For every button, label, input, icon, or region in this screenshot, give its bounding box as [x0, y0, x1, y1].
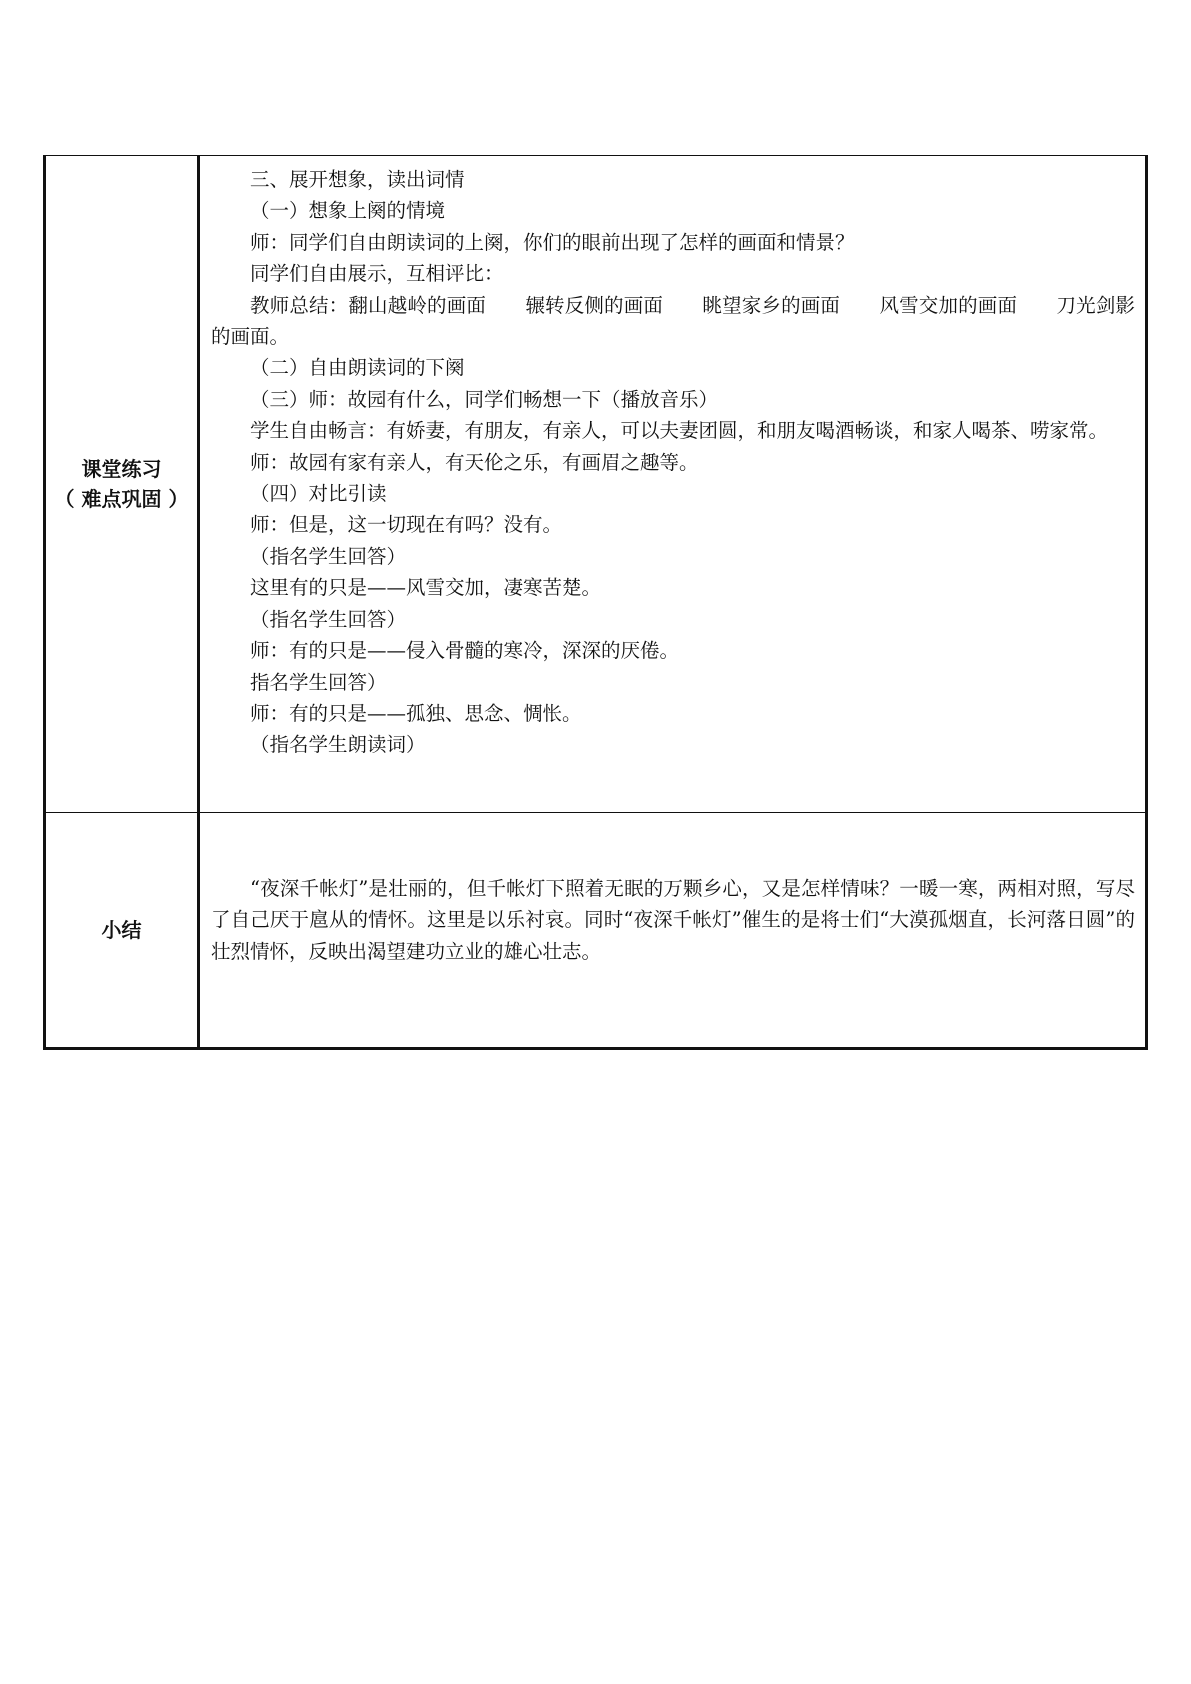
exercise-paragraph: 这里有的只是——风雪交加，凄寒苦楚。 [250, 576, 602, 600]
table-row-exercise [45, 156, 1147, 813]
table-row-summary [45, 813, 1147, 1049]
exercise-paragraph: 师：但是，这一切现在有吗？没有。 [250, 513, 563, 537]
row-label-exercise-line1: 课堂练习 [81, 457, 162, 481]
exercise-paragraph: 师：有的只是——侵入骨髓的寒冷，深深的厌倦。 [250, 639, 680, 663]
exercise-paragraph: 三、展开想象，读出词情 [250, 168, 465, 191]
exercise-text-block [200, 156, 1145, 761]
exercise-paragraph: （三）师：故园有什么，同学们畅想一下（播放音乐） [250, 387, 719, 411]
exercise-paragraph: （指名学生回答） [250, 607, 407, 631]
exercise-paragraph: （指名学生朗读词） [250, 733, 426, 757]
exercise-paragraph: 师：有的只是——孤独、思念、惆怅。 [250, 701, 582, 725]
row-label-summary [45, 813, 199, 1049]
exercise-paragraph: （四）对比引读 [250, 482, 387, 506]
exercise-paragraph: 学生自由畅言：有娇妻，有朋友，有亲人，可以夫妻团圆，和朋友喝酒畅谈，和家人喝茶、唠家常。 [250, 419, 1109, 443]
row-content-exercise [199, 156, 1147, 813]
exercise-paragraph: （指名学生回答） [250, 544, 407, 568]
row-label-exercise [45, 156, 199, 813]
row-content-summary [199, 813, 1147, 1049]
exercise-paragraph: 指名学生回答） [250, 670, 387, 694]
row-label-exercise-line2: （ 难点巩固 ） [54, 487, 189, 511]
exercise-paragraph: 教师总结：翻山越岭的画面 辗转反侧的画面 眺望家乡的画面 风雪交加的画面 刀光剑影的画面。 [211, 293, 1135, 349]
exercise-paragraph: （二）自由朗读词的下阕 [250, 356, 465, 380]
exercise-paragraph: 师：故园有家有亲人，有天伦之乐，有画眉之趣等。 [250, 450, 699, 474]
exercise-paragraph: 同学们自由展示，互相评比： [250, 262, 504, 286]
summary-paragraph: “夜深千帐灯”是壮丽的，但千帐灯下照着无眠的万颗乡心，又是怎样情味？一暖一寒，两相对照，写尽了自己厌于扈从的情怀。这里是以乐衬哀。同时“夜深千帐灯”催生的是将士们“大漠孤烟直，长河落日圆”的壮烈情怀，反映出渴望建功立业的雄心壮志。 [211, 877, 1135, 963]
exercise-paragraph: （一）想象上阕的情境 [250, 199, 446, 223]
lesson-plan-table [43, 155, 1148, 1050]
row-label-summary-text: 小结 [101, 918, 142, 942]
summary-text-block [200, 813, 1145, 967]
exercise-paragraph: 师：同学们自由朗读词的上阕，你们的眼前出现了怎样的画面和情景？ [250, 230, 855, 254]
